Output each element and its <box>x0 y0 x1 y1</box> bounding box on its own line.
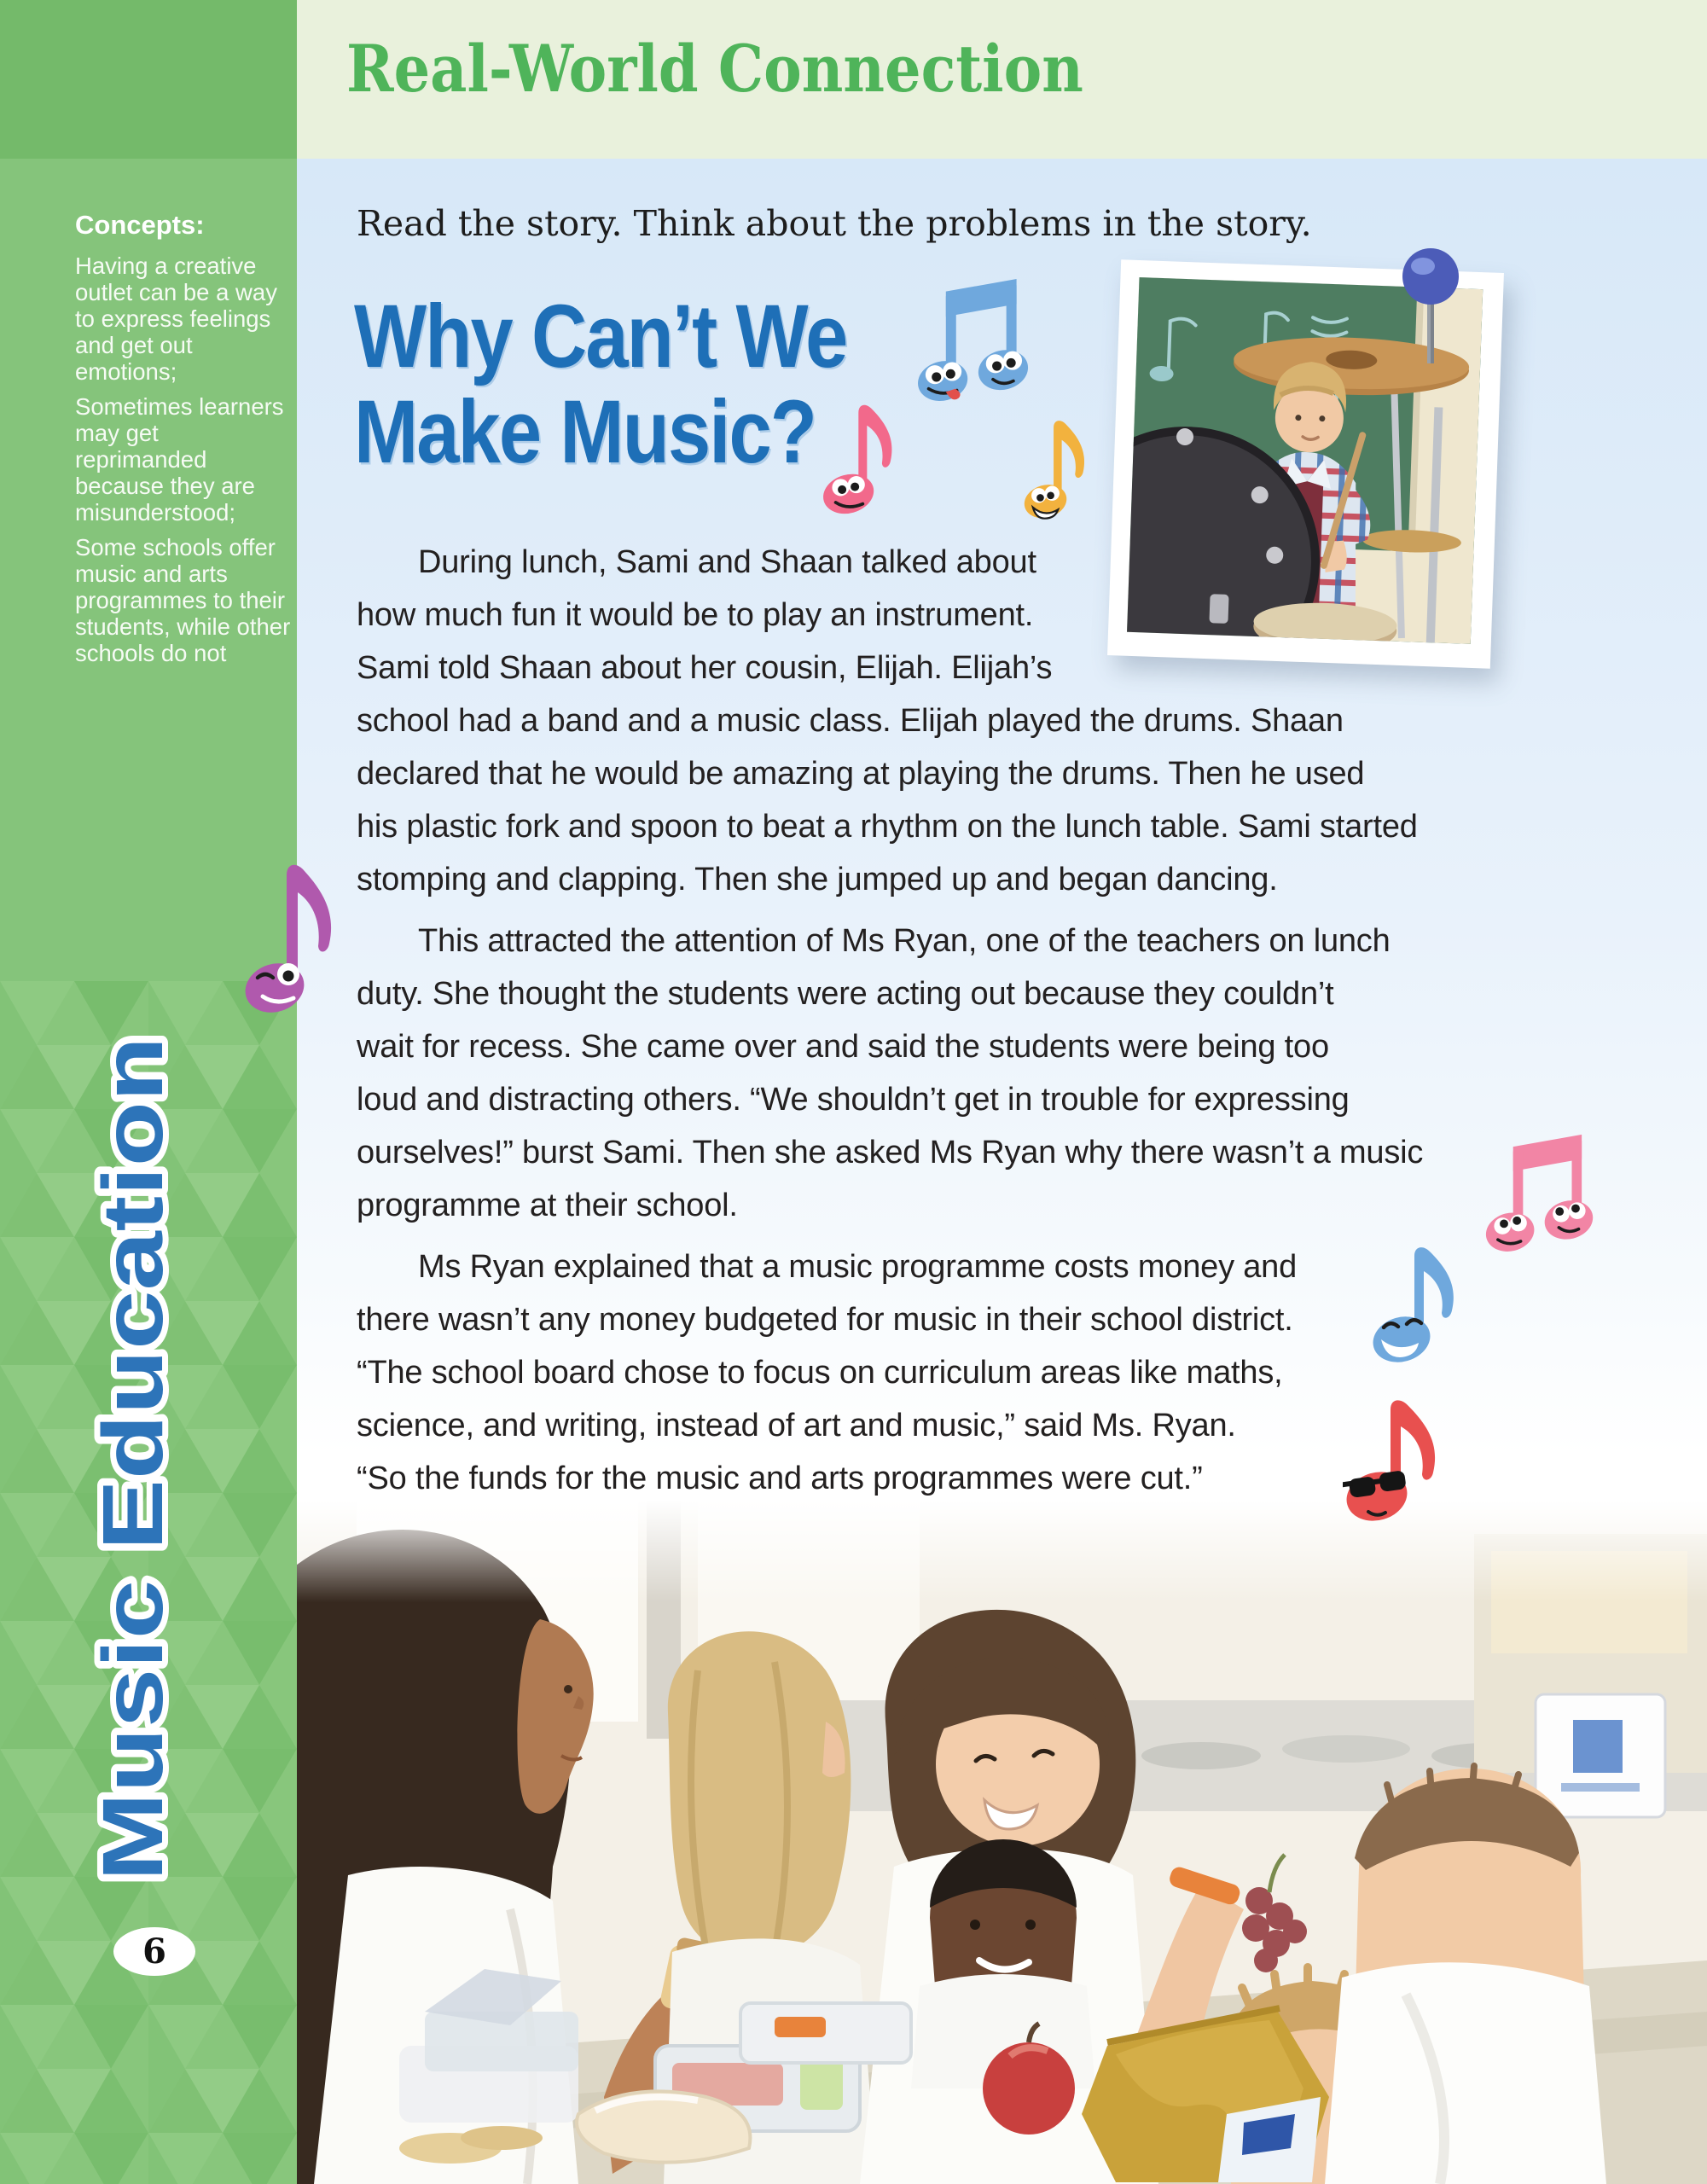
story-line: During lunch, Sami and Shaan talked about <box>418 544 1036 580</box>
story-line: Sami told Shaan about her cousin, Elijah. Elijah’s <box>357 650 1053 686</box>
story-line: Ms Ryan explained that a music programme costs money and <box>418 1249 1298 1285</box>
story-line: declared that he would be amazing at playing the drums. Then he used <box>357 756 1365 792</box>
music-note-pink-icon <box>812 394 916 515</box>
page-number: 6 <box>142 1931 166 1972</box>
header-band <box>297 0 1707 159</box>
sidebar <box>0 0 297 2184</box>
page-title: Real-World Connection <box>346 31 1083 107</box>
music-note-blue-laugh-icon <box>1370 1235 1476 1365</box>
story-line: “So the funds for the music and arts programmes were cut.” <box>357 1461 1203 1496</box>
concept-item: Some schools offer music and arts programmes to their students, while other schools do not <box>75 534 291 666</box>
music-note-red-sunglasses-icon <box>1343 1387 1464 1522</box>
story-line: stomping and clapping. Then she jumped up and began dancing. <box>357 862 1278 897</box>
story-text <box>357 536 1534 1513</box>
music-note-yellow-icon <box>1022 411 1097 522</box>
sidebar-top-band <box>0 0 297 159</box>
story-line: loud and distracting others. “We shouldn’t get in trouble for expressing <box>357 1082 1350 1118</box>
story-line: “The school board chose to focus on curriculum areas like maths, <box>357 1355 1283 1391</box>
music-note-purple-icon <box>244 850 343 1017</box>
concepts-box <box>75 210 295 675</box>
story-line: school had a band and a music class. Elijah played the drums. Shaan <box>357 703 1344 739</box>
story-line: ourselves!” burst Sami. Then she asked Ms Ryan why there wasn’t a music <box>357 1135 1424 1170</box>
story-title <box>354 285 847 482</box>
story-line: programme at their school. <box>357 1188 738 1223</box>
page-number-badge <box>113 1927 195 1976</box>
vertical-section-label <box>61 1007 249 1911</box>
concepts-heading: Concepts: <box>75 210 205 240</box>
story-line: there wasn’t any money budgeted for music in their school district. <box>357 1302 1293 1338</box>
story-line: science, and writing, instead of art and music,” said Ms. Ryan. <box>357 1408 1236 1443</box>
music-note-pink-pair-icon <box>1483 1128 1597 1261</box>
svg-text:Music Education: Music Education <box>85 1203 181 1881</box>
pushpin-icon <box>1401 246 1460 374</box>
story-line: wait for recess. She came over and said the students were being too <box>357 1029 1329 1065</box>
instruction-text: Read the story. Think about the problems in the story. <box>357 203 1312 244</box>
lunch-table-illustration <box>297 1500 1707 2184</box>
story-title-line1: Why Can’t We <box>354 285 847 386</box>
music-note-blue-pair-icon <box>914 275 1032 410</box>
concept-item: Sometimes learners may get reprimanded because they are misunderstood; <box>75 393 284 526</box>
story-paragraph <box>357 915 1534 1232</box>
story-line: This attracted the attention of Ms Ryan, one of the teachers on lunch <box>418 923 1391 959</box>
lunch-table-photo <box>297 1500 1707 2184</box>
story-line: his plastic fork and spoon to beat a rhythm on the lunch table. Sami started <box>357 809 1418 845</box>
story-line: how much fun it would be to play an instrument. <box>357 597 1034 633</box>
concept-item: Having a creative outlet can be a way to express feelings and get out emotions; <box>75 253 277 385</box>
story-title-line2: Make Music? <box>354 381 816 482</box>
story-line: duty. She thought the students were acting out because they couldn’t <box>357 976 1334 1012</box>
